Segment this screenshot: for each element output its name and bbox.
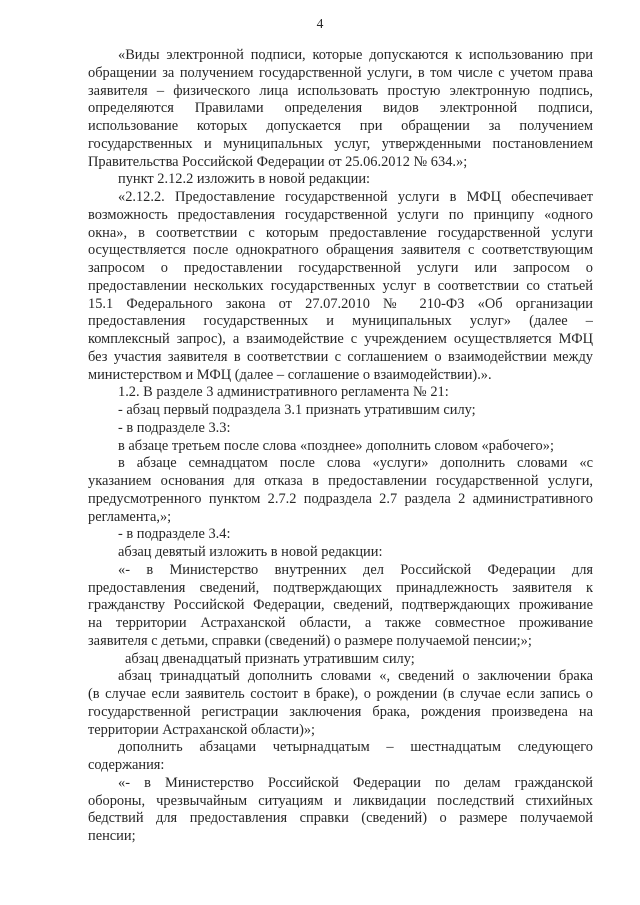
text-line: пенсии; [88, 828, 136, 844]
text-line: бедствий для предоставления справки (сведений) о размере получаемой [88, 810, 593, 827]
text-line: обороны, чрезвычайным ситуациям и ликвидации последствий стихийных [88, 792, 593, 809]
page-number: 4 [316, 16, 324, 31]
text-line: предусмотренного пунктом 2.7.2 подраздела 2.7 раздела 2 административного [88, 490, 593, 507]
text-line: «Виды электронной подписи, которые допускаются к использованию при [118, 47, 593, 63]
text-line: «- в Министерство внутренних дел Российской Федерации для [118, 561, 593, 578]
text-line: использование которых допускается при обращении за получением [88, 118, 593, 134]
text-line: осуществляется после однократного обращения заявителя с соответствующим [88, 242, 593, 259]
text-line: «2.12.2. Предоставление государственной услуги в МФЦ обеспечивает [118, 189, 593, 205]
text-line: окна», в соответствии с которым предоставление государственной услуги [88, 224, 593, 241]
text-line: в абзаце третьем после слова «позднее» дополнить словом «рабочего»; [118, 437, 554, 454]
text-line: запросом о предоставлении государственной услуги или запросом о [88, 260, 593, 276]
text-line: заявителя – физического лица использовать простую электронную подпись, [88, 82, 593, 99]
text-line: содержания: [88, 757, 165, 773]
text-line: 15.1 Федерального закона от 27.07.2010 № 210-ФЗ «Об организации [88, 295, 593, 312]
text-line: дополнить абзацами четырнадцатым – шестнадцатым следующего [118, 739, 593, 756]
text-line: предоставления государственных и муниципальных услуг» (далее – [88, 313, 593, 330]
text-line: без участия заявителя в соответствии с соглашением о взаимодействии между [88, 348, 593, 365]
text-line: государственных и муниципальных услуг, утвержденными постановлением [88, 135, 593, 152]
text-line: предоставлении нескольких государственных услуг в соответствии со статьей [88, 277, 593, 294]
text-line: в абзаце семнадцатом после слова «услуги» дополнить словами «с [118, 455, 593, 472]
text-line: 1.2. В разделе 3 административного регламента № 21: [118, 384, 449, 401]
text-line: абзац девятый изложить в новой редакции: [118, 544, 383, 560]
text-line: предоставления сведений, подтверждающих принадлежность заявителя к [88, 579, 593, 596]
text-line: гражданству Российской Федерации, сведений, подтверждающих проживание [88, 597, 593, 614]
text-line: Правительства Российской Федерации от 25.06.2012 № 634.»; [88, 153, 468, 170]
text-line: пункт 2.12.2 изложить в новой редакции: [118, 171, 371, 188]
text-line: определяются Правилами определения видов электронной подписи, [88, 100, 593, 117]
text-line: регламента,»; [88, 508, 172, 525]
text-line: государственной регистрации заключения брака, рождения произведена на [88, 703, 593, 720]
text-line: министерством и МФЦ (далее – соглашение о взаимодействии).». [88, 366, 492, 383]
text-line: - в подразделе 3.3: [118, 419, 231, 436]
text-line: «- в Министерство Российской Федерации по делам гражданской [118, 774, 593, 791]
text-line: обращении за получением государственной услуги, в том числе с учетом права [88, 64, 593, 81]
text-line: - в подразделе 3.4: [118, 526, 231, 543]
text-line: территории Астраханской области)»; [88, 721, 316, 738]
text-line: (в случае если заявитель состоит в браке), о рождении (в случае если запись о [88, 686, 593, 702]
text-line: абзац тринадцатый дополнить словами «, сведений о заключении брака [118, 668, 593, 685]
text-line: на территории Астраханской области, а также совместное проживание [88, 615, 593, 631]
text-line: абзац двенадцатый признать утратившим силу; [125, 650, 415, 667]
text-line: заявителя с детьми, справки (сведений) о размере получаемой пенсии;»; [88, 632, 532, 649]
text-line: указанием основания для отказа в предоставлении государственной услуги, [88, 473, 593, 489]
document-body [88, 47, 593, 846]
text-line: комплексный запрос), а взаимодействие с учреждением осуществляется МФЦ [88, 331, 593, 347]
text-line: - абзац первый подраздела 3.1 признать утратившим силу; [118, 402, 476, 418]
text-line: возможность предоставления государственной услуги по принципу «одного [88, 206, 593, 223]
